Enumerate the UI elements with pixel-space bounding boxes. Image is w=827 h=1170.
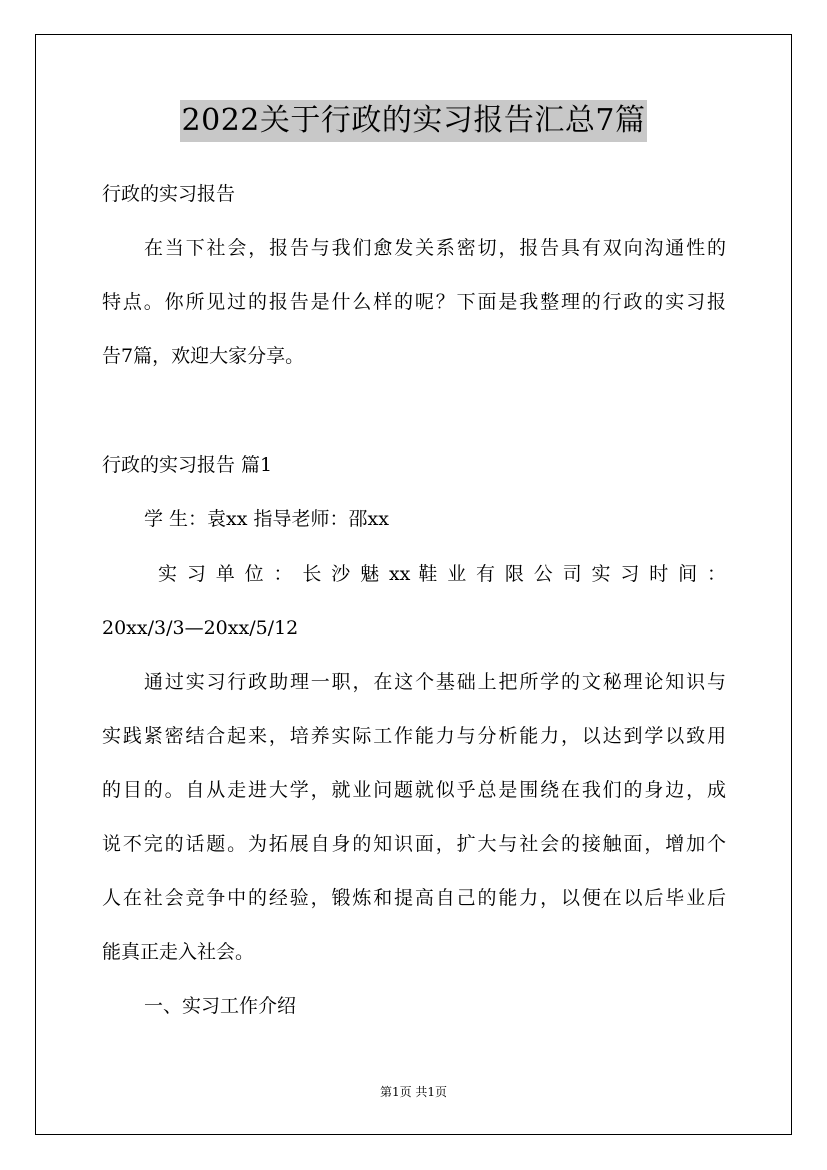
intro-line-2: 特点。你所见过的报告是什么样的呢？下面是我整理的行政的实习报	[102, 291, 726, 313]
student-line: 学 生：袁xx 指导老师：邵xx	[144, 508, 389, 530]
body-line-5: 人在社会竞争中的经验，锻炼和提高自己的能力，以便在以后毕业后	[102, 887, 726, 909]
unit-line: 实 习 单 位 ： 长 沙 魅 xx 鞋 业 有 限 公 司 实 习 时 间 ：	[158, 563, 726, 585]
body-line-4: 说不完的话题。为拓展自身的知识面，扩大与社会的接触面，增加个	[102, 833, 726, 855]
body-line-1: 通过实习行政助理一职，在这个基础上把所学的文秘理论知识与	[144, 671, 726, 693]
body-line-2: 实践紧密结合起来，培养实际工作能力与分析能力，以达到学以致用	[102, 725, 726, 747]
intro-line-1: 在当下社会，报告与我们愈发关系密切，报告具有双向沟通性的	[144, 237, 726, 259]
title-wrapper	[0, 100, 827, 142]
page-footer: 第1页 共1页	[379, 1085, 448, 1099]
intro-line-3: 告7篇，欢迎大家分享。	[102, 345, 305, 367]
part-heading: 行政的实习报告 篇1	[102, 454, 273, 476]
section-heading: 行政的实习报告	[102, 183, 236, 205]
document-title: 2022关于行政的实习报告汇总7篇	[180, 100, 648, 142]
subsection-heading: 一、实习工作介绍	[144, 995, 297, 1017]
date-line: 20xx/3/3—20xx/5/12	[102, 617, 299, 639]
body-line-3: 的目的。自从走进大学，就业问题就似乎总是围绕在我们的身边，成	[102, 779, 726, 801]
body-line-6: 能真正走入社会。	[102, 941, 255, 963]
